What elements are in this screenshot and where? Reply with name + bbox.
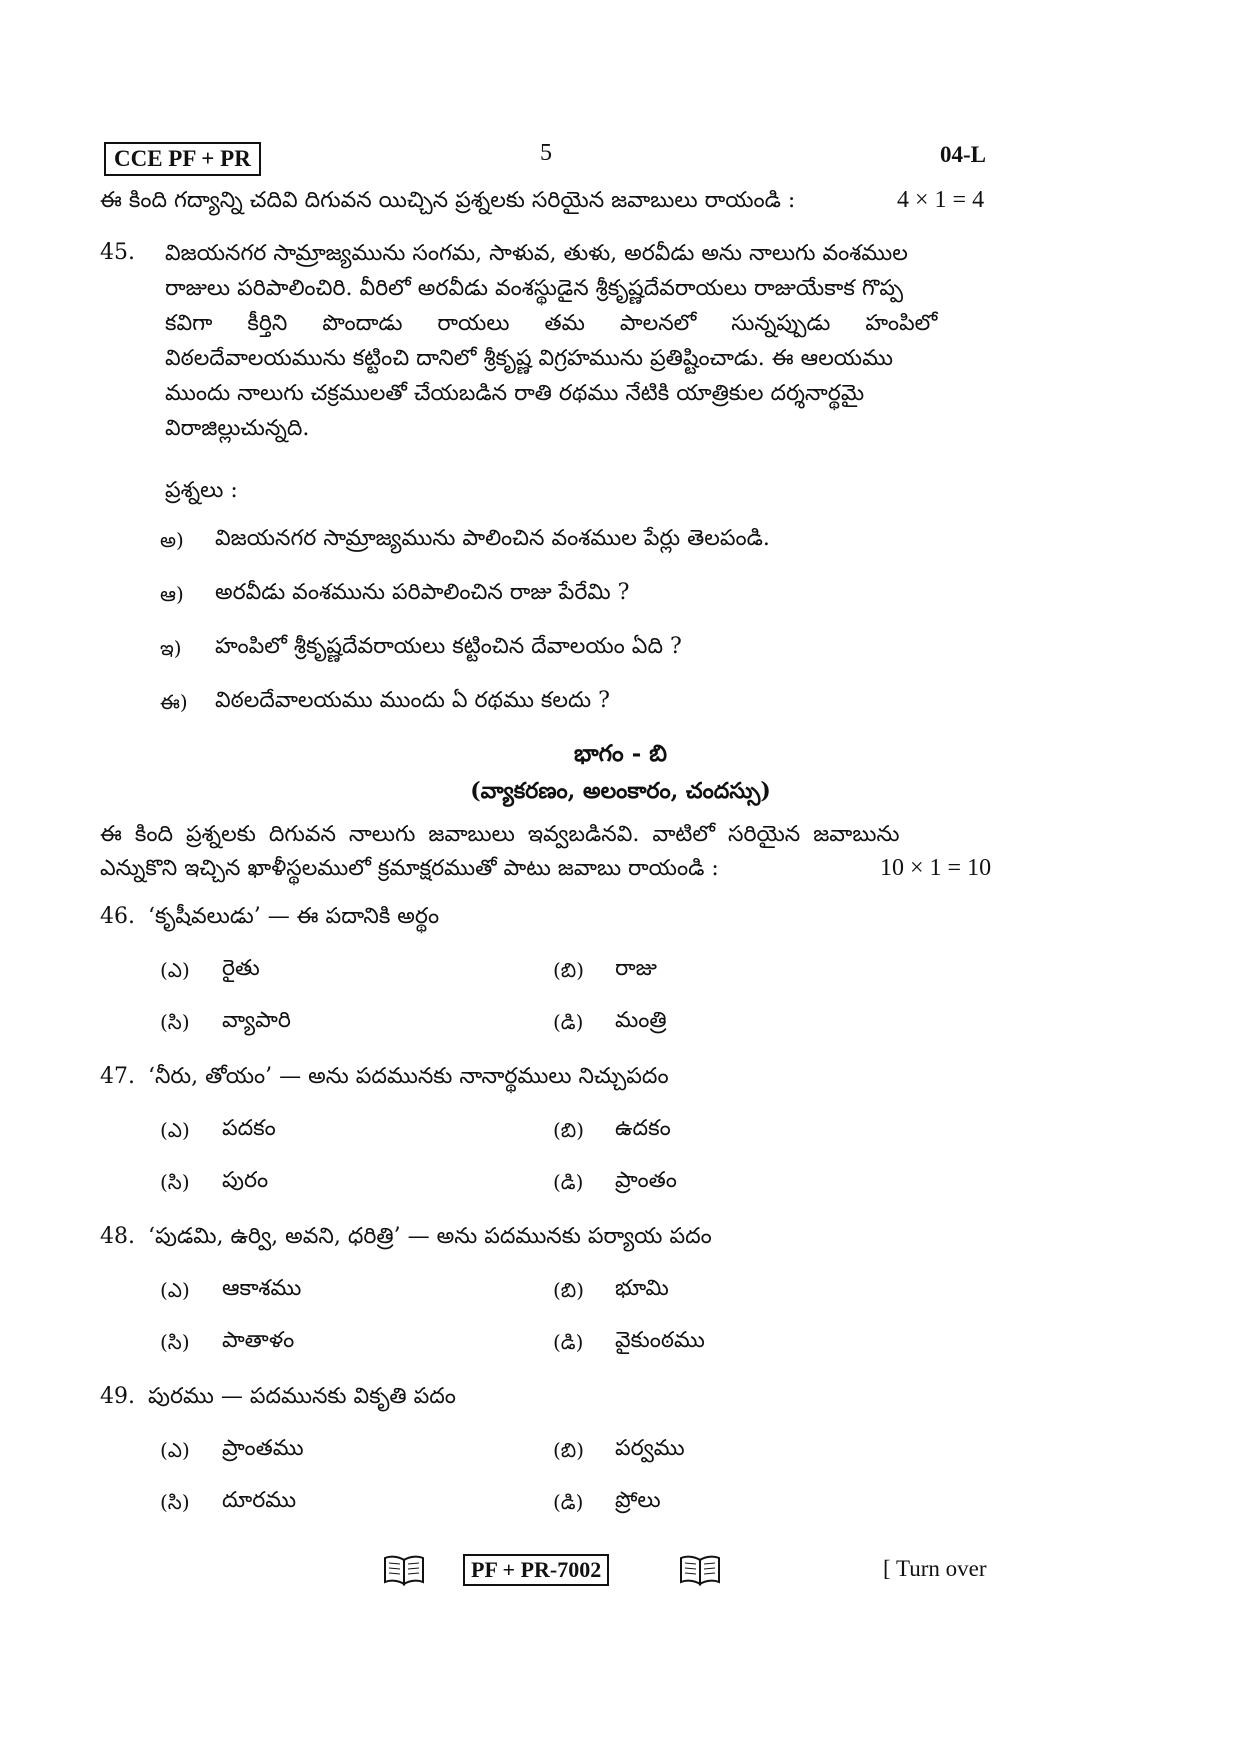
option-text: పదకం — [222, 1116, 276, 1141]
option-label: (డి) — [553, 1170, 584, 1194]
option-label: (బి) — [553, 1278, 585, 1302]
option-text: దూరము — [222, 1488, 297, 1513]
mcq-instruction-line1: ఈ కింది ప్రశ్నలకు దిగువన నాలుగు జవాబులు ఇవ్వబడినవి. వాటిలో సరియైన జవాబును — [100, 822, 900, 847]
option-label: (సి) — [160, 1170, 190, 1194]
passage-instruction: ఈ కింది గద్యాన్ని చదివి దిగువన యిచ్చిన ప్రశ్నలకు సరియైన జవాబులు రాయండి : — [100, 188, 796, 213]
option-label: (ఎ) — [160, 958, 190, 982]
question-number: 47. — [100, 1064, 135, 1089]
question-number: 46. — [100, 904, 135, 929]
open-book-icon — [678, 1554, 722, 1586]
passage-line: విరాజిల్లుచున్నది. — [165, 416, 310, 441]
option-label: (ఎ) — [160, 1438, 190, 1462]
turn-over-label: [ Turn over — [883, 1556, 987, 1581]
sub-question-text: విజయనగర సామ్రాజ్యమును పాలించిన వంశముల పేర్లు తెలపండి. — [215, 526, 770, 551]
option-text: పాతాళం — [222, 1328, 295, 1353]
option-text: భూమి — [615, 1276, 669, 1301]
option-label: (డి) — [553, 1490, 584, 1514]
passage-line: కవిగా కీర్తిని పొందాడు రాయలు తమ పాలనలో సున్నప్పుడు హంపిలో — [165, 311, 938, 336]
passage-line: విఠలదేవాలయమును కట్టించి దానిలో శ్రీకృష్ణ విగ్రహమును ప్రతిష్టించాడు. ఈ ఆలయము — [165, 346, 893, 371]
mcq-marks: 10 × 1 = 10 — [880, 855, 992, 881]
subject-code: 04-L — [940, 142, 986, 167]
option-label: (సి) — [160, 1330, 190, 1354]
option-text: రైతు — [222, 956, 260, 981]
questions-label: ప్రశ్నలు : — [165, 478, 238, 503]
section-subtitle: (వ్యాకరణం, అలంకారం, చందస్సు) — [470, 778, 771, 804]
passage-line: రాజులు పరిపాలించిరి. వీరిలో అరవీడు వంశస్థుడైన శ్రీకృష్ణదేవరాయలు రాజుయేకాక గొప్ప — [165, 276, 904, 301]
sub-question-label: ఇ) — [160, 636, 182, 660]
option-label: (బి) — [553, 1438, 585, 1462]
option-label: (ఎ) — [160, 1278, 190, 1302]
option-label: (సి) — [160, 1490, 190, 1514]
option-text: వ్యాపారి — [222, 1008, 291, 1033]
sub-question-text: విఠలదేవాలయము ముందు ఏ రథము కలదు ? — [215, 688, 610, 713]
option-text: పర్వము — [615, 1436, 685, 1461]
question-number: 48. — [100, 1224, 135, 1249]
option-label: (బి) — [553, 1118, 585, 1142]
option-text: ఆకాశము — [222, 1276, 302, 1301]
section-title: భాగం - బి — [573, 740, 668, 767]
passage-marks: 4 × 1 = 4 — [897, 187, 985, 213]
option-label: (డి) — [553, 1010, 584, 1034]
option-text: ఉదకం — [615, 1116, 671, 1141]
option-text: మంత్రి — [615, 1008, 667, 1033]
question-text: ‘పుడమి, ఉర్వి, అవని, ధరిత్రి’ — అను పదమునకు పర్యాయ పదం — [148, 1224, 712, 1249]
booklet-code-box: PF + PR-7002 — [463, 1554, 609, 1586]
sub-question-text: అరవీడు వంశమును పరిపాలించిన రాజు పేరేమి ? — [215, 580, 630, 605]
paper-code-box: CCE PF + PR — [104, 142, 261, 176]
option-label: (ఎ) — [160, 1118, 190, 1142]
question-text: పురము — పదమునకు వికృతి పదం — [148, 1384, 456, 1409]
page-number: 5 — [540, 140, 552, 166]
option-text: పురం — [222, 1168, 269, 1193]
sub-question-label: ఆ) — [160, 582, 184, 606]
sub-question-text: హంపిలో శ్రీకృష్ణదేవరాయలు కట్టించిన దేవాలయం ఏది ? — [215, 634, 682, 659]
mcq-instruction-line2: ఎన్నుకొని ఇచ్చిన ఖాళీస్థలములో క్రమాక్షరముతో పాటు జవాబు రాయండి : — [100, 856, 719, 881]
sub-question-label: ఈ) — [160, 690, 188, 714]
question-number-45: 45. — [100, 240, 135, 265]
question-number: 49. — [100, 1384, 135, 1409]
question-text: ‘కృషీవలుడు’ — ఈ పదానికి అర్థం — [148, 904, 440, 929]
passage-text — [165, 236, 1010, 446]
option-label: (డి) — [553, 1330, 584, 1354]
option-label: (బి) — [553, 958, 585, 982]
option-text: ప్రాంతము — [222, 1436, 304, 1461]
passage-line: ముందు నాలుగు చక్రములతో చేయబడిన రాతి రథము నేటికి యాత్రికుల దర్శనార్థమై — [165, 381, 865, 406]
option-text: వైకుంఠము — [615, 1328, 705, 1353]
sub-question-label: అ) — [160, 528, 184, 552]
question-text: ‘నీరు, తోయం’ — అను పదమునకు నానార్థములు నిచ్చుపదం — [148, 1064, 669, 1089]
option-text: రాజు — [615, 956, 657, 981]
option-text: ప్రోలు — [615, 1488, 661, 1513]
option-label: (సి) — [160, 1010, 190, 1034]
option-text: ప్రాంతం — [615, 1168, 677, 1193]
passage-line: విజయనగర సామ్రాజ్యమును సంగమ, సాళువ, తుళు, అరవీడు అను నాలుగు వంశముల — [165, 241, 908, 266]
open-book-icon — [382, 1554, 426, 1586]
